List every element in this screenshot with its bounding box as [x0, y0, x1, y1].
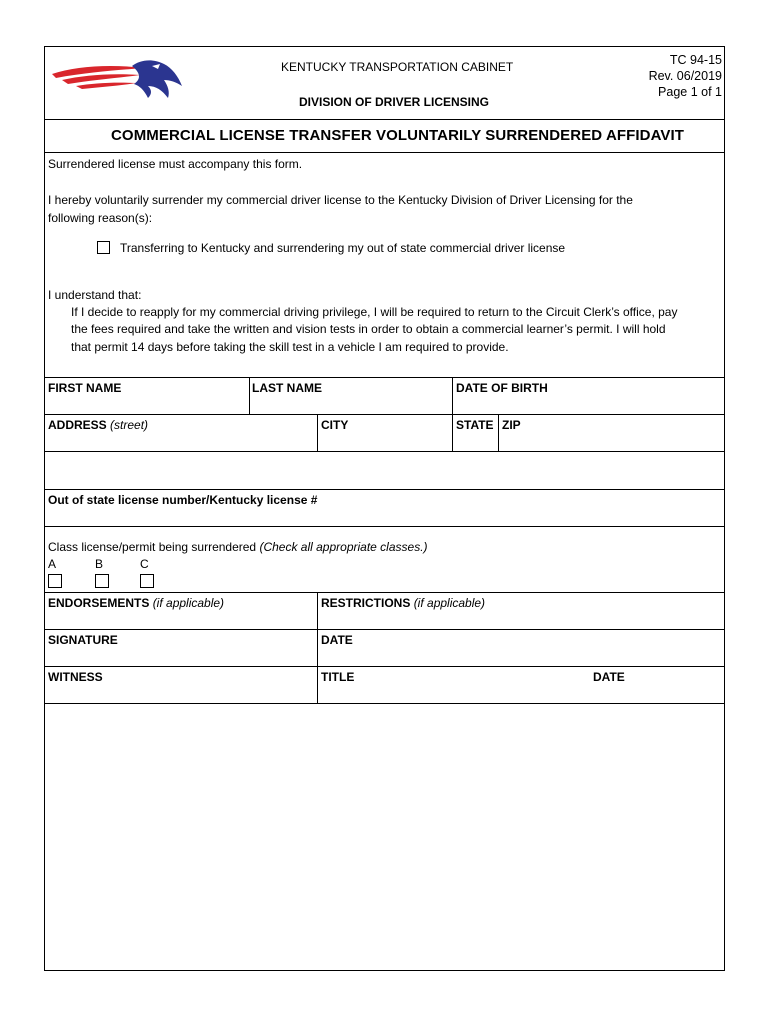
signature-input[interactable] — [46, 649, 315, 665]
header-divider — [44, 119, 725, 120]
grid-line — [44, 666, 725, 667]
page-number: Page 1 of 1 — [658, 85, 722, 99]
state-input[interactable] — [454, 434, 496, 450]
grid-line — [452, 377, 453, 414]
class-b-label: B — [95, 557, 104, 571]
grid-line — [317, 414, 318, 451]
zip-input[interactable] — [500, 434, 723, 450]
statement-line-2: following reason(s): — [48, 211, 153, 225]
witness-date-input[interactable] — [591, 686, 723, 702]
reason-checkbox[interactable] — [97, 241, 110, 254]
grid-line — [317, 592, 318, 703]
date-of-birth-input[interactable] — [454, 396, 723, 413]
class-c-label: C — [140, 557, 149, 571]
signature-label: SIGNATURE — [48, 633, 118, 647]
class-prompt — [48, 540, 428, 554]
address-label-text: ADDRESS — [48, 418, 107, 432]
grid-line — [44, 592, 725, 593]
first-name-label: FIRST NAME — [48, 381, 122, 395]
grid-line — [44, 451, 725, 452]
signature-date-label: DATE — [321, 633, 353, 647]
grid-line — [44, 489, 725, 490]
class-c-checkbox[interactable] — [140, 574, 154, 588]
last-name-label: LAST NAME — [252, 381, 322, 395]
title-divider — [44, 152, 725, 153]
understand-line-2: the fees required and take the written and vision tests in order to obtain a commercial learner’s permit. I will hold — [71, 322, 666, 336]
license-number-label: Out of state license number/Kentucky license # — [48, 493, 318, 507]
class-hint: (Check all appropriate classes.) — [259, 540, 428, 554]
city-input[interactable] — [319, 434, 450, 450]
witness-title-input[interactable] — [319, 686, 587, 702]
form-number: TC 94-15 — [669, 53, 722, 67]
understand-line-3: that permit 14 days before taking the skill test in a vehicle I am required to provide. — [71, 340, 509, 354]
understand-heading: I understand that: — [48, 288, 142, 302]
zip-label: ZIP — [502, 418, 521, 432]
form-revision: Rev. 06/2019 — [648, 69, 722, 83]
witness-date-label: DATE — [593, 670, 625, 684]
endorsements-label — [48, 596, 224, 610]
notice-text: Surrendered license must accompany this form. — [48, 157, 303, 171]
understand-line-1: If I decide to reapply for my commercial driving privilege, I will be required to return to the Circuit Clerk’s office, pay — [71, 305, 678, 319]
grid-line — [44, 377, 725, 378]
endorsements-input[interactable] — [46, 612, 315, 628]
class-a-checkbox[interactable] — [48, 574, 62, 588]
grid-line — [249, 377, 250, 414]
grid-line — [498, 414, 499, 451]
grid-line — [44, 703, 725, 704]
form-meta — [649, 52, 722, 100]
signature-date-input[interactable] — [319, 649, 723, 665]
witness-label: WITNESS — [48, 670, 103, 684]
grid-line — [44, 526, 725, 527]
class-a-label: A — [48, 557, 57, 571]
address-label — [48, 418, 148, 432]
restrictions-label-text: RESTRICTIONS — [321, 596, 411, 610]
license-number-input[interactable] — [46, 509, 723, 525]
city-label: CITY — [321, 418, 349, 432]
witness-title-label: TITLE — [321, 670, 355, 684]
class-prompt-text: Class license/permit being surrendered — [48, 540, 257, 554]
class-b-checkbox[interactable] — [95, 574, 109, 588]
statement-line-1: I hereby voluntarily surrender my commercial driver license to the Kentucky Division of Driver Licensing for the — [48, 193, 633, 207]
date-of-birth-label: DATE OF BIRTH — [456, 381, 548, 395]
restrictions-input[interactable] — [319, 612, 723, 628]
division-name: DIVISION OF DRIVER LICENSING — [299, 95, 490, 109]
restrictions-hint: (if applicable) — [413, 596, 486, 610]
reason-option-label: Transferring to Kentucky and surrendering my out of state commercial driver license — [120, 241, 566, 255]
endorsements-label-text: ENDORSEMENTS — [48, 596, 150, 610]
grid-line — [452, 414, 453, 451]
address-hint: (street) — [110, 418, 149, 432]
endorsements-hint: (if applicable) — [152, 596, 225, 610]
witness-input[interactable] — [46, 686, 315, 702]
address-input[interactable] — [46, 434, 315, 450]
state-label: STATE — [456, 418, 494, 432]
first-name-input[interactable] — [46, 396, 247, 413]
last-name-input[interactable] — [251, 396, 450, 413]
restrictions-label — [321, 596, 485, 610]
address-line-2-input[interactable] — [46, 453, 723, 488]
grid-line — [44, 414, 725, 415]
grid-line — [44, 629, 725, 630]
agency-logo — [48, 56, 186, 100]
agency-name: KENTUCKY TRANSPORTATION CABINET — [281, 60, 514, 74]
form-title: COMMERCIAL LICENSE TRANSFER VOLUNTARILY SURRENDERED AFFIDAVIT — [111, 127, 685, 144]
